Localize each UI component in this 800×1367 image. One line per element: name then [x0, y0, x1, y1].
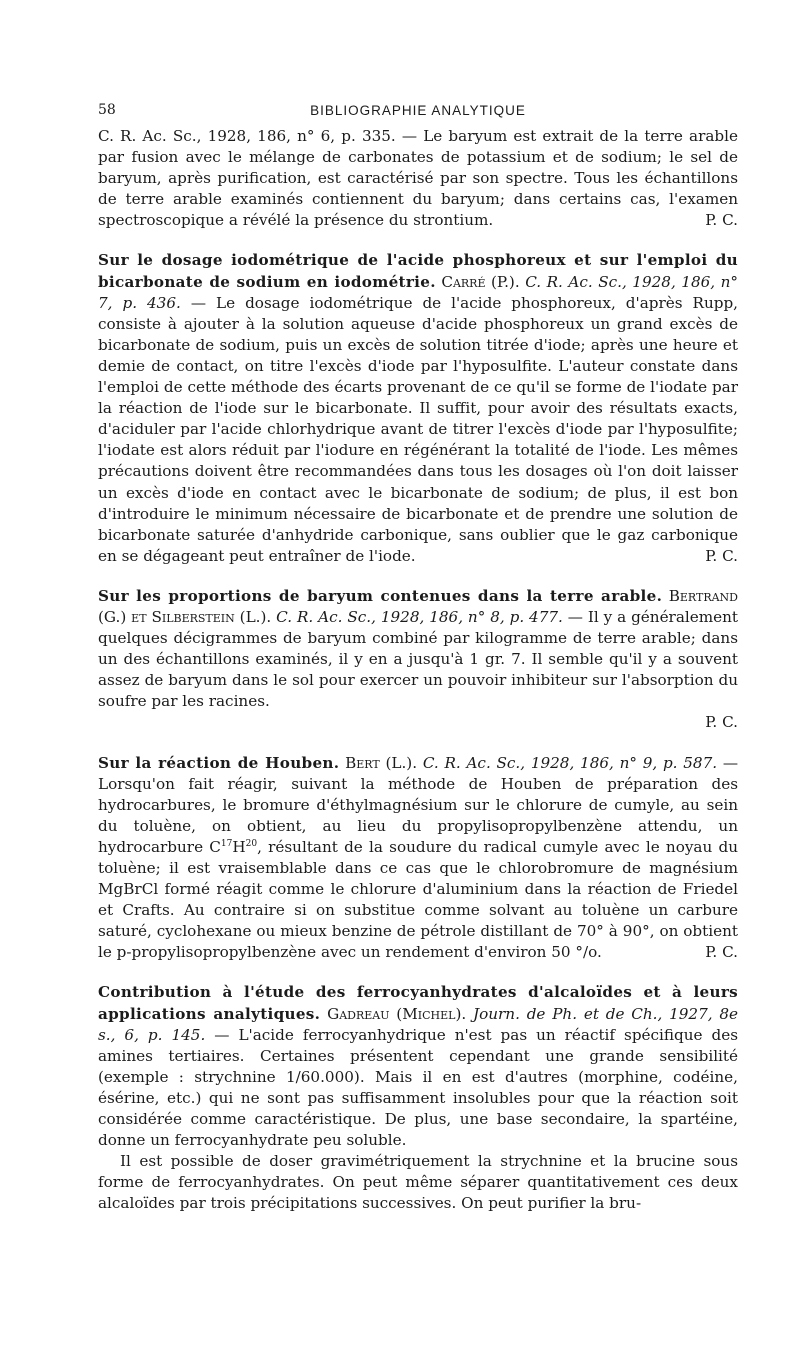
formula-superscript-carbon: 17 [220, 838, 233, 849]
entry-author: Bertrand (G.) et Silberstein (L.). [98, 586, 738, 626]
entry-reference: C. R. Ac. Sc., 1928, 186, n° 9, p. 587. [422, 753, 718, 772]
entry-houben [98, 753, 738, 964]
intro-signature: P. C. [705, 211, 738, 230]
entry-body: — L'acide ferrocyanhydrique n'est pas un réactif spécifique des amines tertiaires. Certaines présentent cependant une grande sensibilité (exemple : strychnine 1/60.000). Mais il en est d'autres (morphine, codéine, ésérine, etc.) qui ne sont pas suffisamment insolubles pour que la réaction soit considérée comme caractéristique. De plus, une base secondaire, la spartéine, donne un ferrocyanhydrate peu soluble. [98, 1025, 739, 1150]
entry-iodometrie [98, 250, 738, 566]
intro-paragraph [98, 126, 738, 231]
entry-author: Carré (P.). [441, 272, 520, 291]
entry-second-paragraph: Il est possible de doser gravimétriquement la strychnine et la brucine sous forme de ferrocyanhydrates. On peut même séparer quantitativement ces deux alcaloïdes par trois précipitations successives. On peut purifier la bru- [98, 1152, 738, 1213]
entry-reference: Journ. de Ph. et de Ch., 1927, 8e s., 6, p. 145. [98, 1004, 739, 1044]
page-number: 58 [98, 102, 116, 118]
entry-reference: C. R. Ac. Sc., 1928, 186, n° 7, p. 436. [98, 272, 739, 312]
entry-author: Gadreau (Michel). [327, 1004, 467, 1023]
entry-author: Bert (L.). [345, 753, 418, 772]
entry-title: Sur le dosage iodométrique de l'acide phosphoreux et sur l'emploi du bicarbonate de sodium en iodométrie. [98, 251, 738, 291]
running-title: BIBLIOGRAPHIE ANALYTIQUE [310, 103, 526, 118]
entry-body: — Il y a généralement quelques décigrammes de baryum combiné par kilogramme de terre arable; dans un des échantillons examinés, il y en a jusqu'à 1 gr. 7. Il semble qu'il y a souvent assez de baryum dans le sol pour exercer un pouvoir inhibiteur sur l'absorption du soufre par les racines. [98, 607, 738, 711]
entry-body-part-b: , résultant de la soudure du radical cumyle avec le noyau du toluène; il est vraisemblable dans ce cas que le chlorobromure de magnésium MgBrCl formé réagit comme le chlorure d'aluminium dans la réaction de Friedel et Crafts. Au contraire si on substitue comme solvant au toluène un carbure saturé, cyclohexane ou mieux benzine de pétrole distillant de 70° à 90°, on obtient le p-propylisopropylbenzène avec un rendement d'environ 50 °/o. [98, 837, 738, 962]
entry-body-part-a: — Lorsqu'on fait réagir, suivant la méthode de Houben de préparation des hydrocarbures, le bromure d'éthylmagnésium sur le chlorure de cumyle, au sein du toluène, on obtient, au lieu du propylisopropylbenzène attendu, un hydrocarbure C [98, 753, 738, 856]
entry-title: Sur les proportions de baryum contenues dans la terre arable. [98, 586, 663, 605]
intro-text: C. R. Ac. Sc., 1928, 186, n° 6, p. 335. — Le baryum est extrait de la terre arable par fusion avec le mélange de carbonates de potassium et de sodium; le sel de baryum, après purification, est caractérisé par son spectre. Tous les échantillons de terre arable examinés contiennent du baryum; dans certains cas, l'examen spectroscopique a révélé la présence du strontium. [98, 127, 738, 230]
entry-baryum [98, 586, 738, 713]
entry-signature: P. C. [705, 943, 738, 962]
formula-superscript-hydrogen: 20 [245, 838, 258, 849]
document-page [98, 100, 738, 1215]
page-header [98, 100, 738, 124]
entry-reference: C. R. Ac. Sc., 1928, 186, n° 8, p. 477. [276, 607, 563, 626]
entry-title: Contribution à l'étude des ferrocyanhydrates d'alcaloïdes et à leurs applications analytiques. [98, 983, 738, 1023]
entry-body: — Le dosage iodométrique de l'acide phosphoreux, d'après Rupp, consiste à ajouter à la solution aqueuse d'acide phosphoreux un grand excès de bicarbonate de sodium, puis un excès de solution titrée d'iode; après une heure et demie de contact, on titre l'excès d'iode par l'hyposulfite. L'auteur constate dans l'emploi de cette méthode des écarts provenant de ce qu'il se forme de l'iodate par la réaction de l'iode sur le bicarbonate. Il suffit, pour avoir des résultats exacts, d'aciduler par l'acide chlorhydrique avant de titrer l'excès d'iode par l'hyposulfite; l'iodate est alors réduit par l'iodure en régénérant la totalité de l'iode. Les mêmes précautions doivent être recommandées dans tous les dosages où l'on doit laisser un excès d'iode en contact avec le bicarbonate de sodium; de plus, il est bon d'introduire le minimum nécessaire de bicarbonate et de prendre une solution de bicarbonate saturée d'anhydride carbonique, sans oublier que le gaz carbonique en se dégageant peut entraîner de l'iode. [98, 293, 738, 565]
entry-signature: P. C. [705, 546, 738, 565]
entry-title: Sur la réaction de Houben. [98, 753, 340, 772]
formula-hydrogen: H [232, 837, 246, 856]
entry-signature: P. C. [705, 713, 738, 732]
entry-ferrocyanhydrates [98, 982, 738, 1151]
